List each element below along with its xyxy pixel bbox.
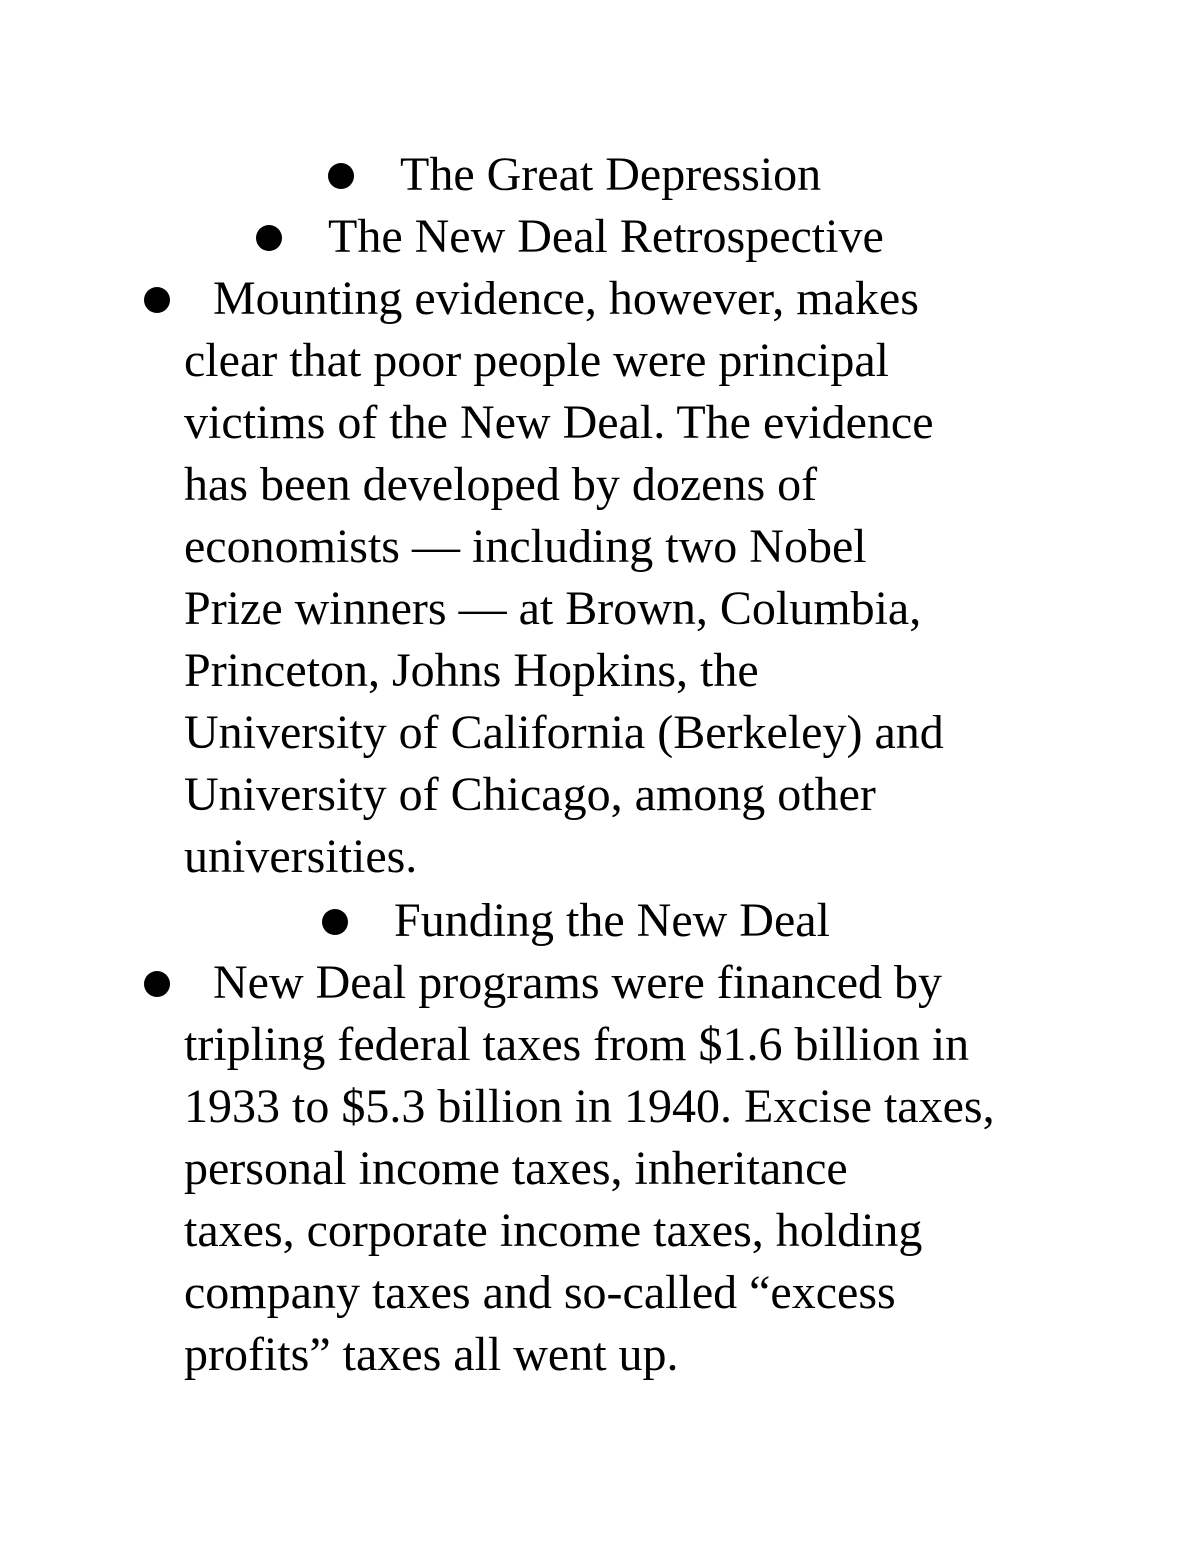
paragraph-line: clear that poor people were principal [184,334,889,387]
paragraph-financing [140,952,1100,1386]
paragraph-line: personal income taxes, inheritance [184,1142,848,1195]
paragraph-line: company taxes and so-called “excess [184,1266,896,1319]
bullet-icon [144,287,170,313]
bullet-icon [144,971,170,997]
heading-new-deal-retrospective [256,206,884,268]
paragraph-line: economists — including two Nobel [184,520,867,573]
heading-great-depression [328,144,821,206]
paragraph-text [184,952,1100,1386]
paragraph-line: victims of the New Deal. The evidence [184,396,934,449]
paragraph-line: Mounting evidence, however, makes [213,272,919,325]
paragraph-line: profits” taxes all went up. [184,1328,679,1381]
paragraph-line: University of California (Berkeley) and [184,706,944,759]
paragraph-line: Princeton, Johns Hopkins, the [184,644,759,697]
paragraph-line: taxes, corporate income taxes, holding [184,1204,923,1257]
heading-text: The Great Depression [400,148,822,201]
paragraph-mounting-evidence [140,268,1100,888]
heading-funding-new-deal [322,890,830,952]
paragraph-line: University of Chicago, among other [184,768,876,821]
paragraph-line: New Deal programs were financed by [213,956,943,1009]
paragraph-line: tripling federal taxes from $1.6 billion in [184,1018,970,1071]
paragraph-text [184,268,1100,888]
paragraph-line: has been developed by dozens of [184,458,818,511]
paragraph-line: 1933 to $5.3 billion in 1940. Excise taxes, [184,1080,995,1133]
heading-text: The New Deal Retrospective [328,210,884,263]
paragraph-line: universities. [184,830,418,883]
paragraph-line: Prize winners — at Brown, Columbia, [184,582,922,635]
heading-text: Funding the New Deal [394,894,830,947]
